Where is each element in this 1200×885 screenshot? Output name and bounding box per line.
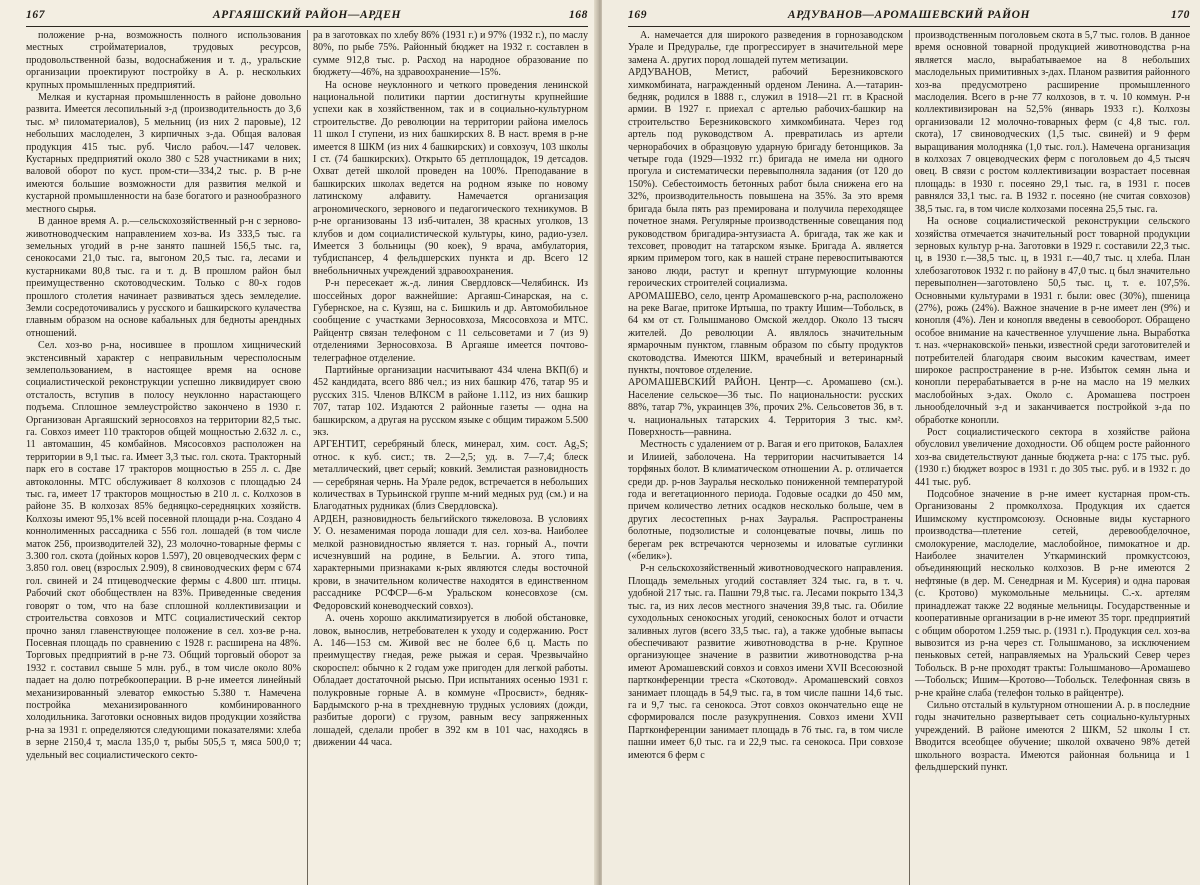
paragraph: производственным поголовьем скота в 5,7 тыс. голов. В данное время основной товарной продукцией животноводства р-на является масло, вырабатываемое на 8 небольших маслодельных примитивных з-дах. Планом развития районного хоз-ва предусмотрено расширение промышленного маслоделия. Всего в р-не 77 колхозов, в т. ч. 10 коммун. Р-н коллективизирован на 52,5% (январь 1933 г.). Колхозы организовали 12 молочно-товарных ферм (с 4,8 тыс. гол. скота), 17 свиноводческих (1,5 тыс. свиней) и 9 ферм выращивания молодняка (1,0 тыс. гол.). Намечена организация в колхозах 7 овцеводческих ферм с поголовьем до 4,5 тысяч овец. В связи с ростом коллективизации возрастает посевная площадь: в 1930 г. посеяно 29,1 тыс. га, в 1931 г. посев равнялся 33,1 тыс. га. В 1932 г. посеяно (не считая совхозов) 38,5 тыс. га, в том числе колхозами посеяна 25,5 тыс. га. — [915, 30, 1190, 215]
right-running-head — [628, 6, 1190, 27]
left-running-head — [26, 6, 588, 27]
right-columns — [628, 30, 1190, 885]
paragraph: Партийные организации насчитывают 434 члена ВКП(б) и 452 кандидата, всего 886 чел.; из них башкир 476, татар 95 и русских 315. Членов ВЛКСМ в районе 1.112, из них башкир 707, татар 102. Издаются 2 районные газеты — одна на башкирском, а другая на русском языке с общим тиражом 5.500 экз. — [313, 364, 588, 438]
page-number-167: 167 — [26, 9, 46, 21]
entry-arden: АРДЕН, разновидность бельгийского тяжеловоза. В условиях У. О. незаменимая порода лошади для сел. хоз-ва. Наиболее мелкой разновидностью является т. наз. горный А., почти исчезнувший на родине, в Бельгии. А. этого типа, характерными признаками к-рых являются следы восточной крови, в значительном количестве находятся в единственном рассаднике РСФСР—6-м Уральском конесовхозе (см. Федоровский коневодческий совхоз). — [313, 513, 588, 612]
paragraph: А. намечается для широкого разведения в горнозаводском Урале и Предуралье, где прогрессирует в значительной мере замена А. других пород лошадей путем метизации. — [628, 30, 903, 66]
left-columns — [26, 30, 588, 885]
entry-aromashevo: АРОМАШЕВО, село, центр Аромашевского р-на, расположено на реке Вагае, притоке Иртыша, по тракту Ишим—Тобольск, в 64 км от ст. Голышманово Омской желдор. Около 13 тысяч жителей. До революции А. являлось значительным ярмарочным пунктом, главным образом по сбыту продуктов скотоводства. Имеются ШКМ, врачебный и ветеринарный пункты, почтовое отделение. — [628, 290, 903, 376]
paragraph: А. очень хорошо акклиматизируется в любой обстановке, ловок, вынослив, нетребователен к уходу и содержанию. Рост А. 146—153 см. Живой вес не более 6,6 ц. Масть по преимуществу гнедая, реже рыжая и серая. Чрезвычайно скороспел: обычно к 2 годам уже пригоден для легкой работы. Обладает достаточной рысью. При испытаниях осенью 1931 г. полукровные горные А. в коммуне «Просвист», бедняк-Бардымского р-на в трехдневную трудных условиях (дожди, разбитые дороги) с грузом, равным весу запряженных лошадей, сделали пробег в 392 км в 101 час, находясь в движении 44 часа. — [313, 613, 588, 749]
entry-argentit: АРГЕНТИТ, серебряный блеск, минерал, хим. сост. Ag₂S; относ. к куб. сист.; тв. 2—2,5; уд. в. 7—7,4; блеск металлический, цвет серый; ковкий. Землистая разновидность — серебряная чернь. На Урале редок, встречается в небольших количествах в Турьинской группе м-ний медных руд (см.) и на Благодатных рудниках (близ Свердловска). — [313, 439, 588, 513]
paragraph: Сел. хоз-во р-на, носившее в прошлом хищнический экстенсивный характер с неправильным чересполосным землепользованием, в настоящее время на основе социалистической реконструкции успешно ликвидирует свою отсталость, вступив в полосу неуклонно нарастающего подъема. Сплошное землеустройство закончено в 1930 г. Организован Аргаяшский зерносовхоз на территории 82,5 тыс. га. Совхоз имеет 110 тракторов общей мощностью 2.632 л. с., 11 автомашин, 45 комбайнов. Мясосовхоз расположен на территории в 9,1 тыс. га. Имеет 3,3 тыс. гол. скота. Тракторный парк его в составе 17 тракторов мощностью в 255 л. с. Две автоколонны. МТС обслуживает 8 колхозов с площадью 24 тыс. га, имеет 17 тракторов мощностью в 210 л. с. Колхозов в районе 35. В колхозах 85% бедняцко-середняцких хозяйств. Колхозы имеют 95,1% всей посевной площади р-на. Создано 4 коннолименных рассадника с 556 гол. лошадей (в том числе маток 256, производителей 32), 23 молочно-товарные фермы с 3.300 гол. скота (дойных коров 1.597), 20 овцеводческих ферм с 3.850 гол. овец (взрослых 2.909), 8 свиноводческих ферм с 674 гол. свиней и 24 птицеводческие фермы с 4.800 шт. птицы. Рабочий скот обобществлен на 83%. Приведенные сведения говорят о том, что на базе сплошной коллективизации и строительства совхозов и МТС социалистический сектор прочно занял главенствующее положение в сел. хоз-ве р-на. Посевная площадь по сравнению с 1928 г. расширена на 48%. Торговых предприятий в р-не 73. Общий торговый оборот за 1932 г. составил свыше 5 млн. руб., в том числе около 80% падает на долю потребкооперации. В р-не имеется линейный механизированный элеватор емкостью 5.380 т. Намечена постройка механизированного комбинированного холодильника. Заготовки основных видов продукции хозяйства р-на за 1931 г. определяются следующими показателями: хлеба в зерне 2150,4 т, масла 135,0 т, рыбы 505,5 т, мяса 500,0 т; удельный вес социалистического секто- — [26, 340, 301, 761]
paragraph: На основе социалистической реконструкции сельского хозяйства отмечается значительный рост товарной продукции зерновых культур р-на. Заготовки в 1929 г. составили 22,3 тыс. ц, в 1930 г.—38,5 тыс. ц, в 1931 г.—40,7 тыс. ц хлеба. План хлебозаготовок 1932 г. по району в 47,0 тыс. ц был значительно перевыполнен—заготовлено 50,5 тыс. ц, т. е. 107,5%. Основными культурами в 1931 г. были: овес (30%), пшеница (27%), рожь (24%). Важное значение в р-не имеет лен (9%) и конопля (4%). Лен и конопля введены в севооборот. Обращено особое внимание на качественное улучшение льна. Выработка т. наз. «чернаковской» пеньки, известной среди заготовителей и потребителей благодаря своим высоким качествам, имеет широкое распространение в р-не. Избыток семян льна и конопли перерабатывается в р-не на масло на 19 мелких маслобойных з-дах. Около с. Аромашева построен льнообделочный з-д и заканчивается постройкой з-да по обработке конопли. — [915, 216, 1190, 426]
right-column-1 — [628, 30, 903, 885]
paragraph: Р-н пересекает ж.-д. линия Свердловск—Челябинск. Из шоссейных дорог важнейшие: Аргаяш-Синарская, на с. Губернское, на с. Кузяш, на с. Бишкиль и др. Автомобильное сообщение с участками Зерносовхоза, Мясосовхоза и МТС. Райцентр связан телефоном с 11 сельсоветами и 7 (из 9) отделениями Зерносовхоза. В Аргаяше имеется почтово-телеграфное отделение. — [313, 278, 588, 364]
left-page — [0, 0, 598, 885]
paragraph: Сильно отсталый в культурном отношении А. р. в последние годы значительно развертывает сеть социально-культурных учреждений. В районе имеются 2 ШКМ, 52 школы I ст. Вводится всеобщее обучение; школой охвачено 98% детей школьного возраста. Имеются районная больница и 1 фельдшерский пункт. — [915, 699, 1190, 773]
paragraph: В данное время А. р.—сельскохозяйственный р-н с зерново-животноводческим направлением хоз-ва. Из 333,5 тыс. га земельных угодий в р-не занято пашней 156,5 тыс. га, сенокосами 21,0 тыс. га, выгоном 20,5 тыс. га, лесами и кустарниками 80,8 тыс. га и т. д. В прошлом район был преимущественно скотоводческим. Только с 80-х годов прошлого столетия начинает развиваться здесь земледелие. Земли сосредоточивались у русского и башкирского кулачества главным образом на основе кабальных для бедноты арендных отношений. — [26, 216, 301, 339]
paragraph: Подсобное значение в р-не имеет кустарная пром-сть. Организованы 2 промколхоза. Продукция их сдается Ишимскому кустпромсоюзу. Основные виды кустарного производства—плетение сетей, деревообделочное, смолокурение, маслоделие, маслобойное, пимокатное и др. Наиболее значителен Уткарминский промкустсоюз, объединяющий несколько колхозов. В р-не имеются 2 нефтяные (в дер. М. Сенедрная и М. Кусерия) и одна паровая (с. Кротово) мукомольные мельницы. С.-х. артелям принадлежат также 22 водяные мельницы. Государственные и кооперативные организации в р-не имеют 35 торг. предприятий с общим оборотом 1.259 тыс. р. (1931 г.). Продукция сел. хоз-ва вывозится из р-на через ст. Голышманово, за исключением пеньковых сетей, направляемых на Уральский Север через Тобольск. В р-не проходят тракты: Голышманово—Аромашево—Тобольск; Ишим—Кротово—Тобольск. Телефонная связь в р-не крайне слаба (телефон только в райцентре). — [915, 489, 1190, 699]
paragraph: положение р-на, возможность полного использования местных стройматериалов, трудовых ресурсов, продовольственной базы, водоснабжения и т. д., уральские организации проектируют постройку в А. р. нескольких крупных промышленных предприятий. — [26, 30, 301, 91]
paragraph: Мелкая и кустарная промышленность в районе довольно развита. Имеется лесопильный з-д (производительность до 3,6 тыс. м³ пиломатериалов), 5 мельниц (из них 2 паровые), 12 небольших маслоделен, 3 кирпичных з-да. Общая валовая продукция 415 тыс. руб. Число рабоч.—147 человек. Кустарных предприятий около 380 с 528 участниками в них; валовой оборот по куст. пром-сти—334,2 тыс. р. В р-не имеются большие возможности для развития мелкой и кустарной промышленности на базе богатого и разнообразного местного сырья. — [26, 92, 301, 215]
page-number-170: 170 — [1170, 9, 1190, 21]
left-column-1 — [26, 30, 301, 885]
entry-arduvanov: АРДУВАНОВ, Метист, рабочий Березниковского химкомбината, награжденный орденом Ленина. А.—татарин-бедняк, родился в 1888 г., служил в 1918—21 гг. в Красной армии. В 1927 г. приехал с артелью рабочих-башкир на строительство Березниковского химкомбината. Через год артель под руководством А. превратилась из артели чернорабочих в образцовую ударную бригаду бетонщиков. За четыре года (1929—1932 гг.) бригада не имела ни одного прогула и систематически перевыполняла задания (от 120 до 150%). Себестоимость бетонных работ была снижена его на 32%, производительность повышена на 35%. За это время бригада была пять раз премирована и получила переходящее почетное знамя. Регулярные производственные совещания под руководством бригадира-энтузиаста А. бригада, так же как и техсовет, проводит на татарском языке. Бригада А. является ярким примером того, как в нашей стране перевоспитываются заново люди, растут и крепнут штурмующие колонны героических строителей социализма. — [628, 67, 903, 290]
entry-aromashevsky-rayon: АРОМАШЕВСКИЙ РАЙОН. Центр—с. Аромашево (см.). Население сельское—36 тыс. По национальности: русских 88%, татар 7%, украинцев 3%, прочих 2%. Сельсоветов 36, в т. ч. национальных татарских 4. Территория 3 тыс. км². Поверхность—равнина. — [628, 377, 903, 438]
right-column-2 — [915, 30, 1190, 885]
paragraph: На основе неуклонного и четкого проведения ленинской национальной политики партии достигнуты крупнейшие успехи как в хозяйственном, так и в социально-культурном строительстве. До революции на территории района имелось 11 школ I ступени, из них башкирских 8. В наст. время в р-не имеется 8 ШКМ (из них 4 башкирских) и совхозуч, 103 школы I ст. (74 башкирских). Открыто 65 детплощадок, 19 детсадов. Охват детей школой проведен на 100%. Преподавание в башкирских школах ведется на родном языке по новому латинскому алфавиту. Намечается организация агрономического, зернового и педагогического техникумов. В р-не организованы 13 изб-читален, 38 красных уголков, 13 клубов и дом социалистической культуры, кино, радио-узел. Имеется 3 больницы (90 коек), 9 врача, амбулатория, тубдиспансер, 4 фельдшерских пункта и др. Всего 12 внебольничных учреждений здравоохранения. — [313, 79, 588, 277]
right-page — [602, 0, 1200, 885]
left-column-2 — [313, 30, 588, 885]
paragraph: Р-н сельскохозяйственный животноводческого направления. Площадь земельных угодий составляет 324 тыс. га, в т. ч. удобной 217 тыс. га. Пашни 79,8 тыс. га. Лесами покрыто 134,3 тыс. га, из них лесов местного значения 39,8 тыс. га. Обилие суходольных сенокосных угодий, сенокосных болот и отчасти заливных лугов (всего 33,5 тыс. га), а также удобные выпасы обеспечивают развитие животноводства в р-не. Крупное организующее значение в развитии животноводства р-на имеют Аромашевский совхоз и совхоз имени XVII Всесоюзной партконференции треста «Скотовод». Аромашевский совхоз занимает площадь в 54,9 тыс. га, в том числе пашни 14,6 тыс. га и 9,7 тыс. га сенокоса. Этот совхоз окончательно еще не сформировался после разукрупнения. Совхоз имени XVII Партконференции занимает площадь в 76 тыс. га, в том числе пашни имеет 6,0 тыс. га и 22,9 тыс. га сенокоса. При совхозе имеются 6 ферм с — [628, 563, 903, 761]
page-number-169: 169 — [628, 9, 648, 21]
paragraph: Местность с удалением от р. Вагая и его притоков, Балахлея и Илиией, заболочена. На территории насчитывается 14 торфяных болот. В климатическом отношении А. р. отличается среди др. р-нов Зауралья несколько пониженной температурой года и вегетационного периода. Годовые осадки до 450 мм, причем количество летних осадков несколько больше, чем в других лесостепных р-нах Зауралья. Распространены болотные, подзолистые и солонцеватые почвы, лишь по берегам рек встречаются черноземы и иловатые суглинки («белик»). — [628, 439, 903, 563]
paragraph: ра в заготовках по хлебу 86% (1931 г.) и 97% (1932 г.), по маслу 80%, по рыбе 75%. Районный бюджет на 1932 г. составлен в сумме 912,8 тыс. р. Расход на народное образование по бюджету—46%, на здравоохранение—15%. — [313, 30, 588, 79]
paragraph: Рост социалистического сектора в хозяйстве района обусловил увеличение доходности. Об общем росте районного хоз-ва свидетельствуют данные бюджета р-на: с 175 тыс. руб. (1930 г.) бюджет возрос в 1931 г. до 305 тыс. руб. и в 1932 г. до 441 тыс. руб. — [915, 427, 1190, 488]
running-head-title: АРДУВАНОВ—АРОМАШЕВСКИЙ РАЙОН — [787, 9, 1031, 21]
page-number-168: 168 — [568, 9, 588, 21]
running-head-title: АРГАЯШСКИЙ РАЙОН—АРДЕН — [212, 9, 402, 21]
